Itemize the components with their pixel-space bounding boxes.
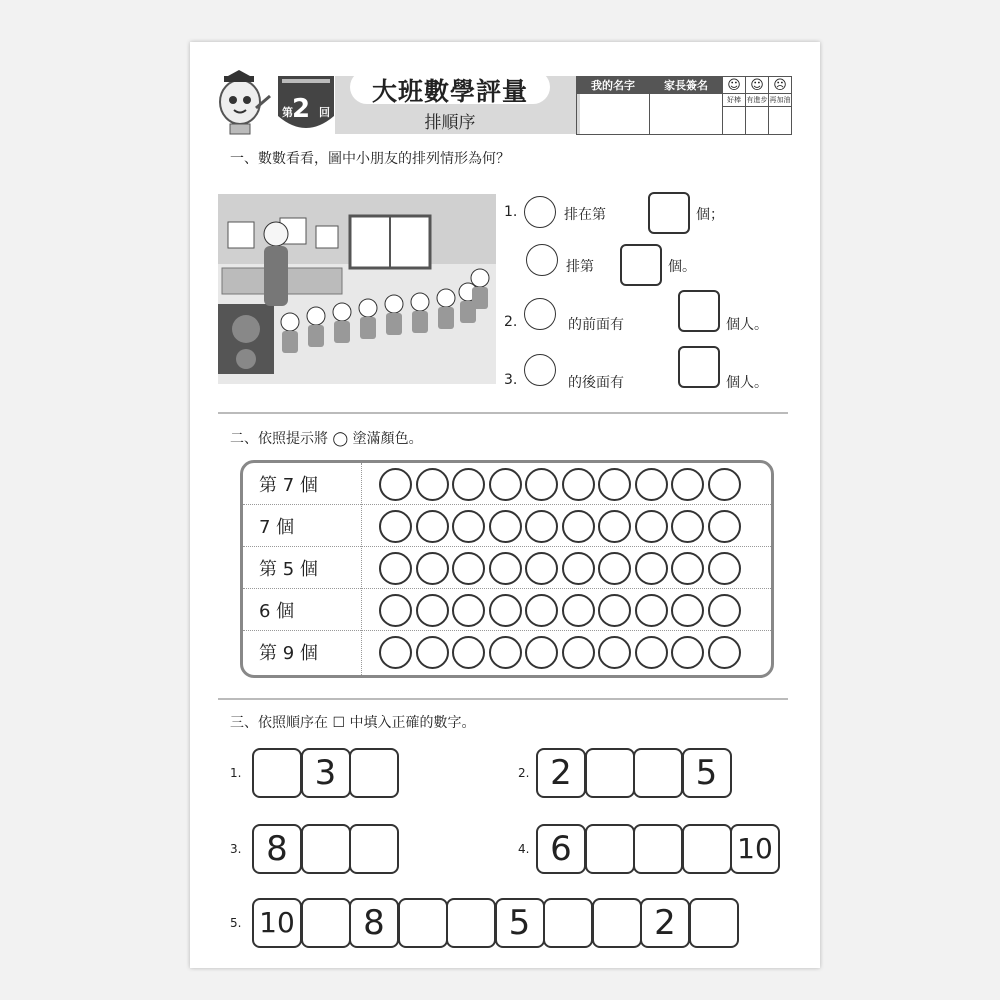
sequence-blank-cell[interactable] (689, 898, 739, 948)
parent-label: 家長簽名 (650, 77, 723, 94)
item-1b-suffix: 個。 (668, 259, 696, 275)
sequence-blank-cell[interactable] (585, 748, 635, 798)
item-3-suffix: 個人。 (726, 375, 768, 391)
lesson-prefix: 第 (282, 106, 293, 119)
grid-row-label: 第 7 個 (259, 475, 318, 496)
sequence-label: 1. (230, 766, 242, 780)
item-2-prefix: 的前面有 (568, 317, 624, 333)
sequence-number-cell: 8 (349, 898, 399, 948)
grid-row-label: 第 9 個 (259, 643, 318, 664)
lesson-suffix: 回 (319, 106, 330, 119)
item-2-suffix: 個人。 (726, 317, 768, 333)
question-2-title: 二、依照提示將 ◯ 塗滿顏色。 (230, 431, 423, 447)
sequence-label: 5. (230, 916, 242, 930)
sequence-blank-cell[interactable] (252, 748, 302, 798)
item-1-suffix: 個； (696, 207, 724, 223)
item-1b-prefix: 排第 (566, 259, 594, 275)
item-3-prefix: 的後面有 (568, 375, 624, 391)
grid-row-label: 7 個 (259, 517, 295, 538)
sequence-number-cell: 10 (252, 898, 302, 948)
sequence-number-cell: 2 (536, 748, 586, 798)
rating-label-2: 再加油 (769, 94, 792, 107)
sequence-blank-cell[interactable] (301, 898, 351, 948)
sequence-blank-cell[interactable] (349, 824, 399, 874)
sequence-blank-cell[interactable] (633, 824, 683, 874)
sequence-label: 2. (518, 766, 530, 780)
sequence-blank-cell[interactable] (349, 748, 399, 798)
grid-row-label: 第 5 個 (259, 559, 318, 580)
sequence-blank-cell[interactable] (585, 824, 635, 874)
item-3-number: 3. (504, 372, 518, 388)
sequence-number-cell: 6 (536, 824, 586, 874)
rating-label-0: 好棒 (723, 94, 746, 107)
sequence-label: 3. (230, 842, 242, 856)
page-title: 大班數學評量 (371, 77, 528, 106)
question-1-title: 一、數數看看，圖中小朋友的排列情形為何？ (230, 151, 510, 167)
sequence-area (190, 42, 820, 968)
item-2-number: 2. (504, 314, 518, 330)
sequence-number-cell: 10 (730, 824, 780, 874)
sequence-blank-cell[interactable] (398, 898, 448, 948)
smile-face-icon: ☺ (723, 77, 746, 94)
sequence-label: 4. (518, 842, 530, 856)
sequence-number-cell: 8 (252, 824, 302, 874)
sequence-blank-cell[interactable] (301, 824, 351, 874)
sequence-number-cell: 2 (640, 898, 690, 948)
neutral-face-icon: ☹ (769, 77, 792, 94)
sequence-number-cell: 3 (301, 748, 351, 798)
sequence-blank-cell[interactable] (682, 824, 732, 874)
sequence-number-cell: 5 (495, 898, 545, 948)
item-1-prefix: 排在第 (564, 207, 606, 223)
sequence-blank-cell[interactable] (446, 898, 496, 948)
name-label: 我的名字 (577, 77, 650, 94)
sequence-number-cell: 5 (682, 748, 732, 798)
item-1-number: 1. (504, 204, 518, 220)
grid-row-label: 6 個 (259, 601, 295, 622)
sequence-blank-cell[interactable] (633, 748, 683, 798)
rating-label-1: 有進步 (746, 94, 769, 107)
lesson-number: 2 (292, 94, 311, 124)
page-subtitle: 排順序 (424, 113, 476, 133)
sequence-blank-cell[interactable] (592, 898, 642, 948)
worksheet-page (190, 42, 820, 968)
sequence-blank-cell[interactable] (543, 898, 593, 948)
small-smile-icon: ☺ (746, 77, 769, 94)
question-3-title: 三、依照順序在 ☐ 中填入正確的數字。 (230, 715, 476, 731)
